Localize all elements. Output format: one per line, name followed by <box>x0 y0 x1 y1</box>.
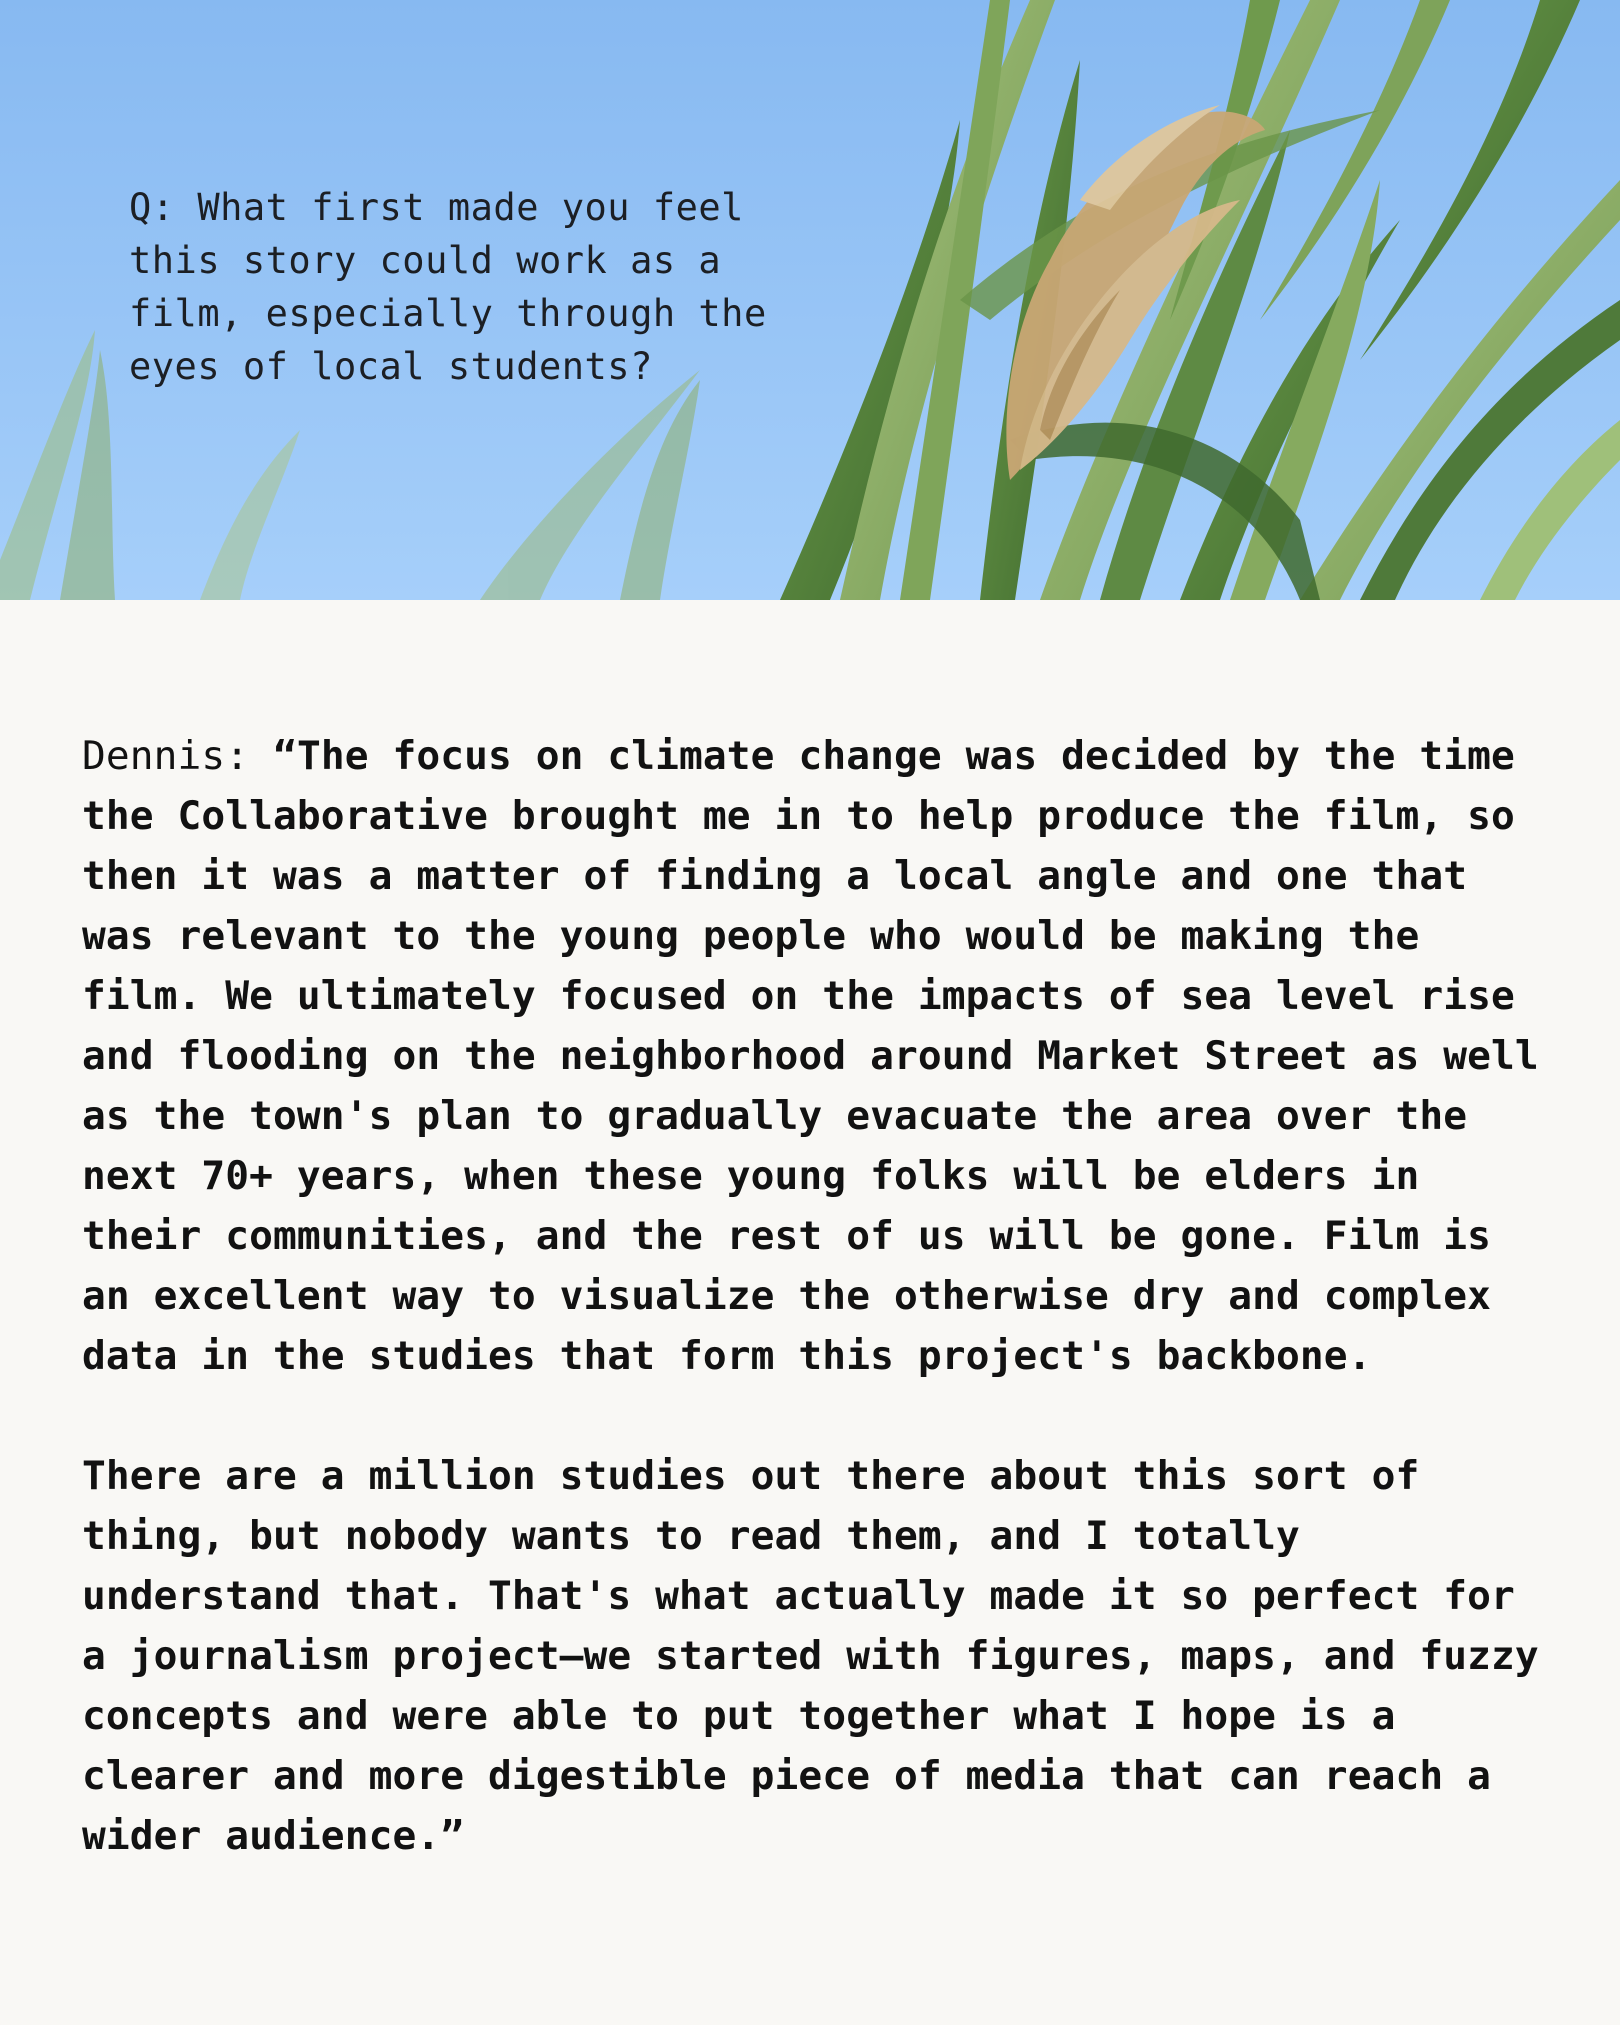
interview-question: Q: What first made you feel this story could work as a film, especially through the eyes of local students? <box>129 186 767 388</box>
speaker-label: Dennis: <box>82 733 250 779</box>
answer-text-1: “The focus on climate change was decided by the time the Collaborative brought me in to help produce the film, so then it was a matter of finding a local angle and one that was relevant to the young people who would be making the film. We ultimately focused on the impacts of sea level rise and flooding on the neighborhood around Market Street as well as the town's plan to gradually evacuate the area over the next 70+ years, when these young folks will be elders in their communities, and the rest of us will be gone. Film is an excellent way to visualize the otherwise dry and complex data in the studies that form this project's backbone. <box>82 733 1539 1379</box>
answer-paragraph-2: There are a million studies out there about this sort of thing, but nobody wants to read them, and I totally understand that. That's what actually made it so perfect for a journalism project—we started with figures, maps, and fuzzy concepts and were able to put together what I hope is a clearer and more digestible piece of media that can reach a wider audience.” <box>82 1453 1539 1859</box>
hero-photo <box>0 0 1620 600</box>
interview-answer <box>82 726 1552 1926</box>
answer-paragraph-1 <box>82 726 1552 1386</box>
